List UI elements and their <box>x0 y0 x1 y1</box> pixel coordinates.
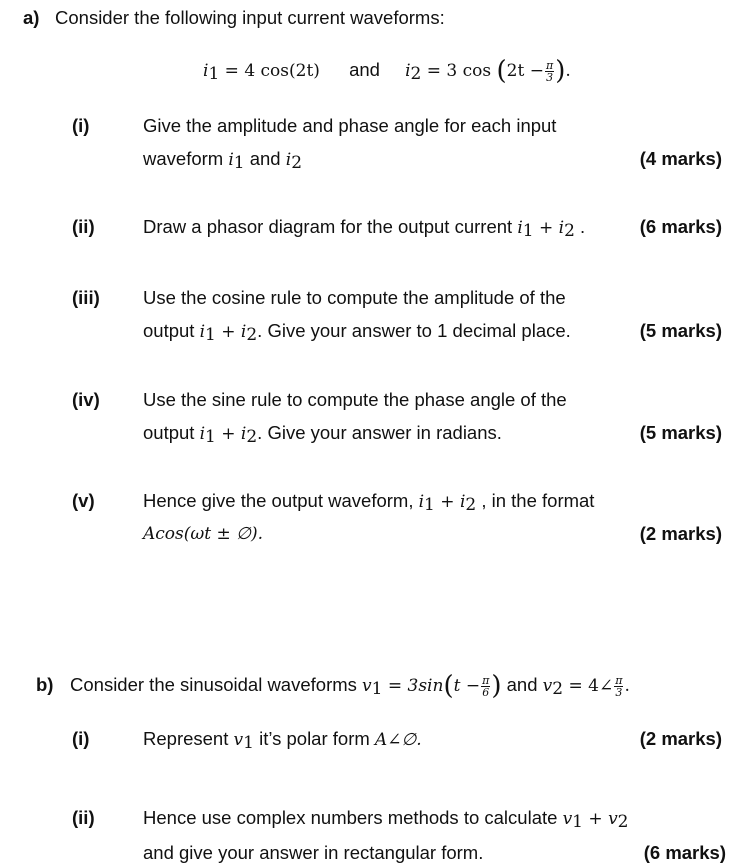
q-b-i-marks: (2 marks) <box>639 728 722 749</box>
eq-and: and <box>349 59 380 80</box>
q-a-iv-num: (iv) <box>72 389 100 410</box>
eq-i1: i <box>203 61 209 81</box>
q-a-ii-line1: Draw a phasor diagram for the output current $i_1 + i_2$ . <box>143 216 586 241</box>
part-b-label: b) <box>36 674 54 695</box>
eq-i2: i <box>405 61 411 81</box>
q-b-ii-num: (ii) <box>72 807 95 828</box>
q-a-iii-line1: Use the cosine rule to compute the amplitude of the <box>143 287 566 308</box>
pi-over-3: $\frac{\pi}{3}$ <box>545 58 554 84</box>
q-a-v-num: (v) <box>72 490 95 511</box>
q-a-v-marks: (2 marks) <box>639 523 722 544</box>
part-a-intro: Consider the following input current waveforms: <box>55 7 445 28</box>
q-b-ii-marks: (6 marks) <box>643 842 726 863</box>
q-a-ii-num: (ii) <box>72 216 95 237</box>
q-b-ii-line1: Hence use complex numbers methods to calculate $v_1 + v_2$ <box>143 807 629 832</box>
q-a-i-marks: (4 marks) <box>639 148 722 169</box>
q-a-iv-marks: (5 marks) <box>639 422 722 443</box>
q-a-iii-marks: (5 marks) <box>639 320 722 341</box>
q-a-iv-line1: Use the sine rule to compute the phase angle of the <box>143 389 567 410</box>
eq-i1-sub: 1 <box>208 64 220 84</box>
eq-i2-rhs: = 3 cos <box>421 61 497 81</box>
q-a-v-line1: Hence give the output waveform, $i_1 + i_2$ , in the format <box>143 490 595 515</box>
q-a-ii-marks: (6 marks) <box>639 216 722 237</box>
q-a-iii-num: (iii) <box>72 287 100 308</box>
q-b-i-line1: Represent $v_1$ it’s polar form A∠∅. <box>143 728 422 753</box>
equation-line: $i_1 = 4$ cos(2t) and $i_2 = 3$ cos (2t − $\frac{\pi}{3}$ ). <box>203 56 571 87</box>
q-b-ii-line2: and give your answer in rectangular form. <box>143 842 484 863</box>
pi-over-3-b: $\frac{\pi}{3}$ <box>615 673 623 699</box>
q-a-iv-line2: output $i_1 + i_2$. Give your answer in radians. <box>143 422 502 447</box>
q-a-i-num: (i) <box>72 115 90 136</box>
q-b-i-num: (i) <box>72 728 90 749</box>
part-a-label: a) <box>23 7 40 28</box>
eq-i2-sub: 2 <box>410 64 422 84</box>
q-a-v-line2: Acos(ωt ± ∅). <box>143 524 263 544</box>
eq-i2-arg: 2t − <box>506 61 544 81</box>
part-b-intro: Consider the sinusoidal waveforms $v_1 = 3\sin(t$ − $\frac{\pi}{6}$ ) and $v_2$ = 4∠ $\frac{\pi}{3}$ . <box>70 671 630 702</box>
pi-over-6: $\frac{\pi}{6}$ <box>482 673 490 699</box>
q-a-i-line1: Give the amplitude and phase angle for each input <box>143 115 557 136</box>
q-a-i-line2: waveform $i_1$ and $i_2$ <box>143 148 303 173</box>
q-a-iii-line2: output $i_1 + i_2$. Give your answer to 1 decimal place. <box>143 320 571 345</box>
eq-i1-rhs: = 4 cos(2t) <box>219 61 320 81</box>
